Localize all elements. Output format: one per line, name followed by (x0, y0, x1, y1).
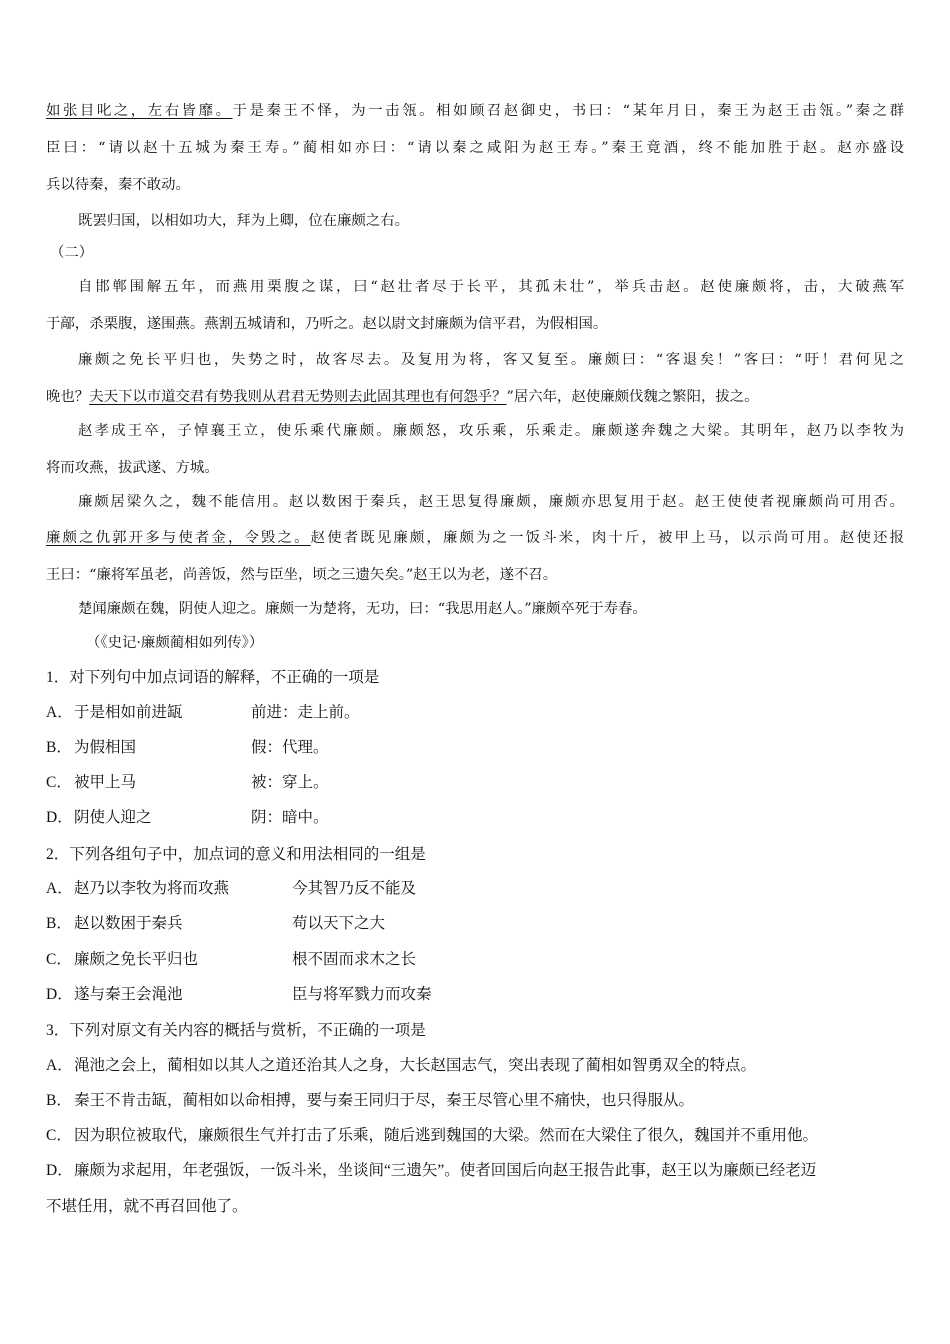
question-stem: 3．下列对原文有关内容的概括与赏析，不正确的一项是 (46, 1022, 426, 1039)
source-citation: （《史记·廉颇蔺相如列传》） (86, 635, 264, 651)
passage-line: 廉颇之免长平归也，失势之时，故客尽去。及复用为将，客又复至。廉颇曰：“客退矣！”客曰：“吁！君何见之 (78, 352, 904, 368)
passage-line: 臣曰：“请以赵十五城为秦王寿。”蔺相如亦曰：“请以秦之咸阳为赵王寿。”秦王竟酒，终不能加胜于赵。赵亦盛设 (46, 140, 904, 156)
option-continuation: 不堪任用，就不再召回他了。 (46, 1198, 248, 1215)
passage-paragraph: 楚闻廉颇在魏，阴使人迎之。廉颇一为楚将，无功，曰：“我思用赵人。”廉颇卒死于寿春。 (78, 601, 647, 617)
passage-line: 赵孝成王卒，子悼襄王立，使乐乘代廉颇。廉颇怒，攻乐乘，乐乘走。廉颇遂奔魏之大梁。其明年，赵乃以李牧为 (78, 423, 904, 439)
option-row: C． 廉颇之免长平归也 (46, 951, 199, 968)
option-row: B． 为假相国 (46, 739, 137, 756)
underlined-sentence: 如张目叱之，左右皆靡。 (46, 103, 233, 119)
passage-line: 将而攻燕，拔武遂、方城。 (46, 460, 219, 476)
option-row: A．于是相如前进缻 (46, 704, 183, 721)
underlined-sentence: 夫天下以市道交君有势我则从君君无势则去此固其理也有何怨乎？ (89, 389, 507, 405)
option-row: C． 因为职位被取代，廉颇很生气并打击了乐乘，随后逃到魏国的大梁。然而在大梁住了很久，魏国并不重用他。 (46, 1127, 819, 1144)
underlined-sentence: 廉颇之仇郭开多与使者金，令毁之。 (46, 530, 311, 546)
option-row: B． 秦王不肯击缻，蔺相如以命相搏，要与秦王同归于尽，秦王尽管心里不痛快，也只得服从。 (46, 1092, 695, 1109)
passage-line: 王曰：“廉将军虽老，尚善饭，然与臣坐，顷之三遗矢矣。”赵王以为老，遂不召。 (46, 567, 558, 583)
question-stem: 2．下列各组句子中，加点词的意义和用法相同的一组是 (46, 846, 426, 863)
passage-line: 廉颇之仇郭开多与使者金，令毁之。赵使者既见廉颇，廉颇为之一饭斗米，肉十斤，被甲上马，以示尚可用。赵使还报 (46, 530, 904, 546)
option-pair: 苟以天下之大 (292, 915, 386, 932)
question-stem: 1．对下列句中加点词语的解释，不正确的一项是 (46, 669, 380, 686)
passage-line: 廉颇居梁久之，魏不能信用。赵以数困于秦兵，赵王思复得廉颇，廉颇亦思复用于赵。赵王使使者视廉颇尚可用否。 (78, 494, 904, 510)
option-row: C． 被甲上马 (46, 774, 137, 791)
option-note: 阴：暗中。 (251, 809, 329, 826)
passage-paragraph: 既罢归国，以相如功大，拜为上卿，位在廉颇之右。 (78, 213, 409, 229)
option-note: 假：代理。 (251, 739, 329, 756)
option-pair: 今其智乃反不能及 (292, 880, 417, 897)
passage-line: 晚也？夫天下以市道交君有势我则从君君无势则去此固其理也有何怨乎？”居六年，赵使廉颇伐魏之繁阳，拔之。 (46, 389, 759, 405)
option-note: 被：穿上。 (251, 774, 329, 791)
section-heading: （二） (50, 245, 94, 261)
option-row: D．遂与秦王会渑池 (46, 986, 183, 1003)
passage-line: 自邯郸围解五年，而燕用栗腹之谋，曰“赵壮者尽于长平，其孤未壮”，举兵击赵。赵使廉颇将，击，大破燕军 (78, 279, 904, 295)
option-row: A．渑池之会上，蔺相如以其人之道还治其人之身，大长赵国志气，突出表现了蔺相如智勇双全的特点。 (46, 1057, 757, 1074)
option-pair: 臣与将军戮力而攻秦 (292, 986, 432, 1003)
option-row: D．廉颇为求起用，年老强饭，一饭斗米，坐谈间“三遗矢”。使者回国后向赵王报告此事，赵王以为廉颇已经老迈 (46, 1162, 817, 1179)
option-pair: 根不固而求木之长 (292, 951, 417, 968)
option-row: B． 赵以数困于秦兵 (46, 915, 183, 932)
option-row: D．阴使人迎之 (46, 809, 152, 826)
option-note: 前进：走上前。 (251, 704, 360, 721)
passage-line: 如张目叱之，左右皆靡。于是秦王不怿，为一击瓴。相如顾召赵御史，书曰：“某年月日，秦王为赵王击瓴。”秦之群 (46, 103, 904, 119)
passage-line: 兵以待秦，秦不敢动。 (46, 177, 190, 193)
passage-line: 于鄗，杀栗腹，遂围燕。燕割五城请和，乃听之。赵以尉文封廉颇为信平君，为假相国。 (46, 316, 608, 332)
option-row: A．赵乃以李牧为将而攻燕 (46, 880, 230, 897)
